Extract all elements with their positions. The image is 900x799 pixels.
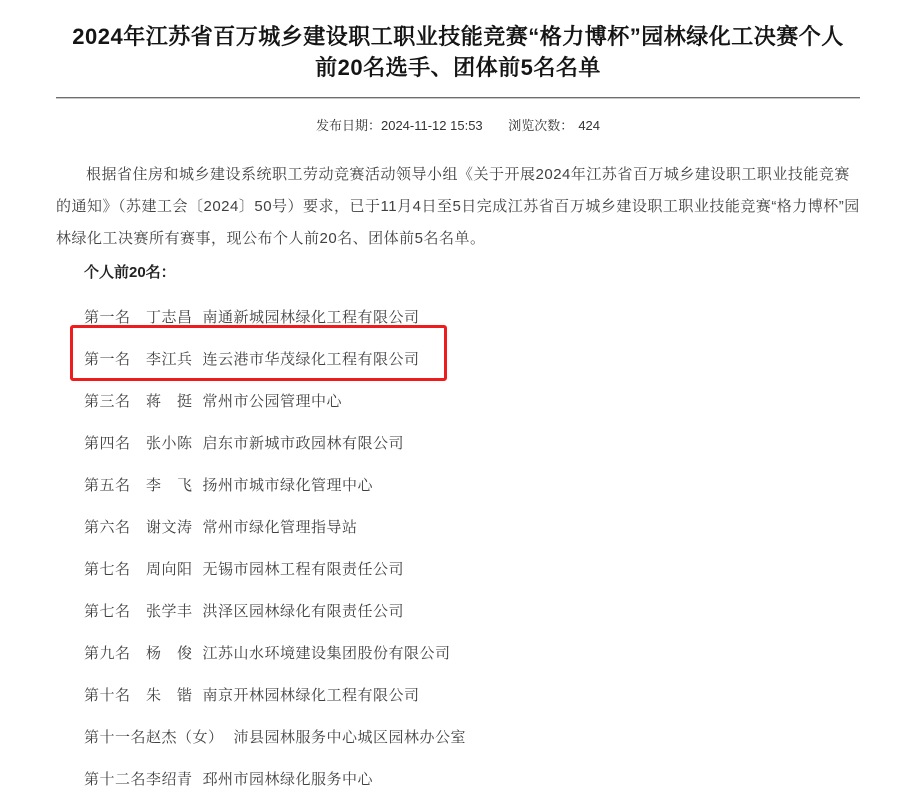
section-heading-individual-top20: 个人前20名： — [84, 264, 176, 281]
ranking-rank: 第九名 — [84, 644, 131, 662]
ranking-name: 周向阳 — [146, 560, 193, 578]
ranking-name: 朱 锴 — [146, 686, 193, 704]
ranking-org: 扬州市城市绿化管理中心 — [202, 476, 374, 494]
ranking-row — [84, 421, 860, 463]
views-value: 424 — [578, 118, 601, 133]
ranking-org: 南京开林园林绿化工程有限公司 — [202, 686, 420, 704]
ranking-row — [84, 463, 860, 505]
ranking-row — [84, 505, 860, 547]
ranking-row — [84, 295, 860, 337]
ranking-name: 李 飞 — [146, 476, 193, 494]
ranking-org: 洪泽区园林绿化有限责任公司 — [202, 602, 405, 620]
ranking-row — [84, 715, 860, 757]
ranking-name: 丁志昌 — [146, 308, 193, 326]
ranking-org: 江苏山水环境建设集团股份有限公司 — [202, 644, 451, 662]
ranking-rank: 第三名 — [84, 392, 131, 410]
views-label: 浏览次数： — [508, 118, 574, 133]
ranking-org: 连云港市华茂绿化工程有限公司 — [202, 350, 420, 368]
ranking-row — [84, 337, 860, 379]
ranking-rank: 第十二名 — [84, 770, 147, 788]
ranking-name: 赵杰（女） — [146, 728, 224, 746]
ranking-rank: 第七名 — [84, 602, 131, 620]
ranking-row — [84, 631, 860, 673]
ranking-row — [84, 757, 860, 799]
intro-paragraph: 根据省住房和城乡建设系统职工劳动竞赛活动领导小组《关于开展2024年江苏省百万城乡建设职工职业技能竞赛的通知》（苏建工会〔2024〕50号）要求，已于11月4日至5日完成江苏省百万城乡建设职工职业技能竞赛“格力博杯”园林绿化工决赛所有赛事，现公布个人前20名、团体前5名名单。 — [56, 166, 860, 247]
ranking-row — [84, 673, 860, 715]
rankings-list — [56, 295, 860, 799]
ranking-name: 张学丰 — [146, 602, 193, 620]
ranking-rank: 第一名 — [84, 350, 131, 368]
ranking-row — [84, 547, 860, 589]
ranking-rank: 第一名 — [84, 308, 131, 326]
ranking-name: 杨 俊 — [146, 644, 193, 662]
article-meta — [56, 118, 860, 134]
ranking-name: 谢文涛 — [146, 518, 193, 536]
ranking-name: 蒋 挺 — [146, 392, 193, 410]
ranking-org: 启东市新城市政园林有限公司 — [202, 434, 405, 452]
ranking-name: 李江兵 — [146, 350, 193, 368]
ranking-org: 无锡市园林工程有限责任公司 — [202, 560, 405, 578]
page-title: 2024年江苏省百万城乡建设职工职业技能竞赛“格力博杯”园林绿化工决赛个人前20名选手、团体前5名名单 — [72, 24, 844, 80]
ranking-row — [84, 589, 860, 631]
ranking-name: 张小陈 — [146, 434, 193, 452]
ranking-rank: 第十一名 — [84, 728, 147, 746]
article-content — [56, 21, 860, 799]
views-group — [508, 118, 600, 133]
ranking-rank: 第六名 — [84, 518, 131, 536]
ranking-name: 李绍青 — [146, 770, 193, 788]
ranking-org: 邳州市园林绿化服务中心 — [202, 770, 374, 788]
ranking-row — [84, 379, 860, 421]
ranking-rank: 第四名 — [84, 434, 131, 452]
ranking-org: 常州市公园管理中心 — [202, 392, 343, 410]
publish-date-label: 发布日期： — [315, 118, 381, 133]
ranking-rank: 第十名 — [84, 686, 131, 704]
ranking-org: 南通新城园林绿化工程有限公司 — [202, 308, 420, 326]
title-divider — [56, 97, 860, 99]
ranking-org: 常州市绿化管理指导站 — [202, 518, 358, 536]
ranking-org: 沛县园林服务中心城区园林办公室 — [233, 728, 467, 746]
publish-date-value: 2024-11-12 15:53 — [380, 118, 483, 133]
ranking-rank: 第五名 — [84, 476, 131, 494]
ranking-rank: 第七名 — [84, 560, 131, 578]
